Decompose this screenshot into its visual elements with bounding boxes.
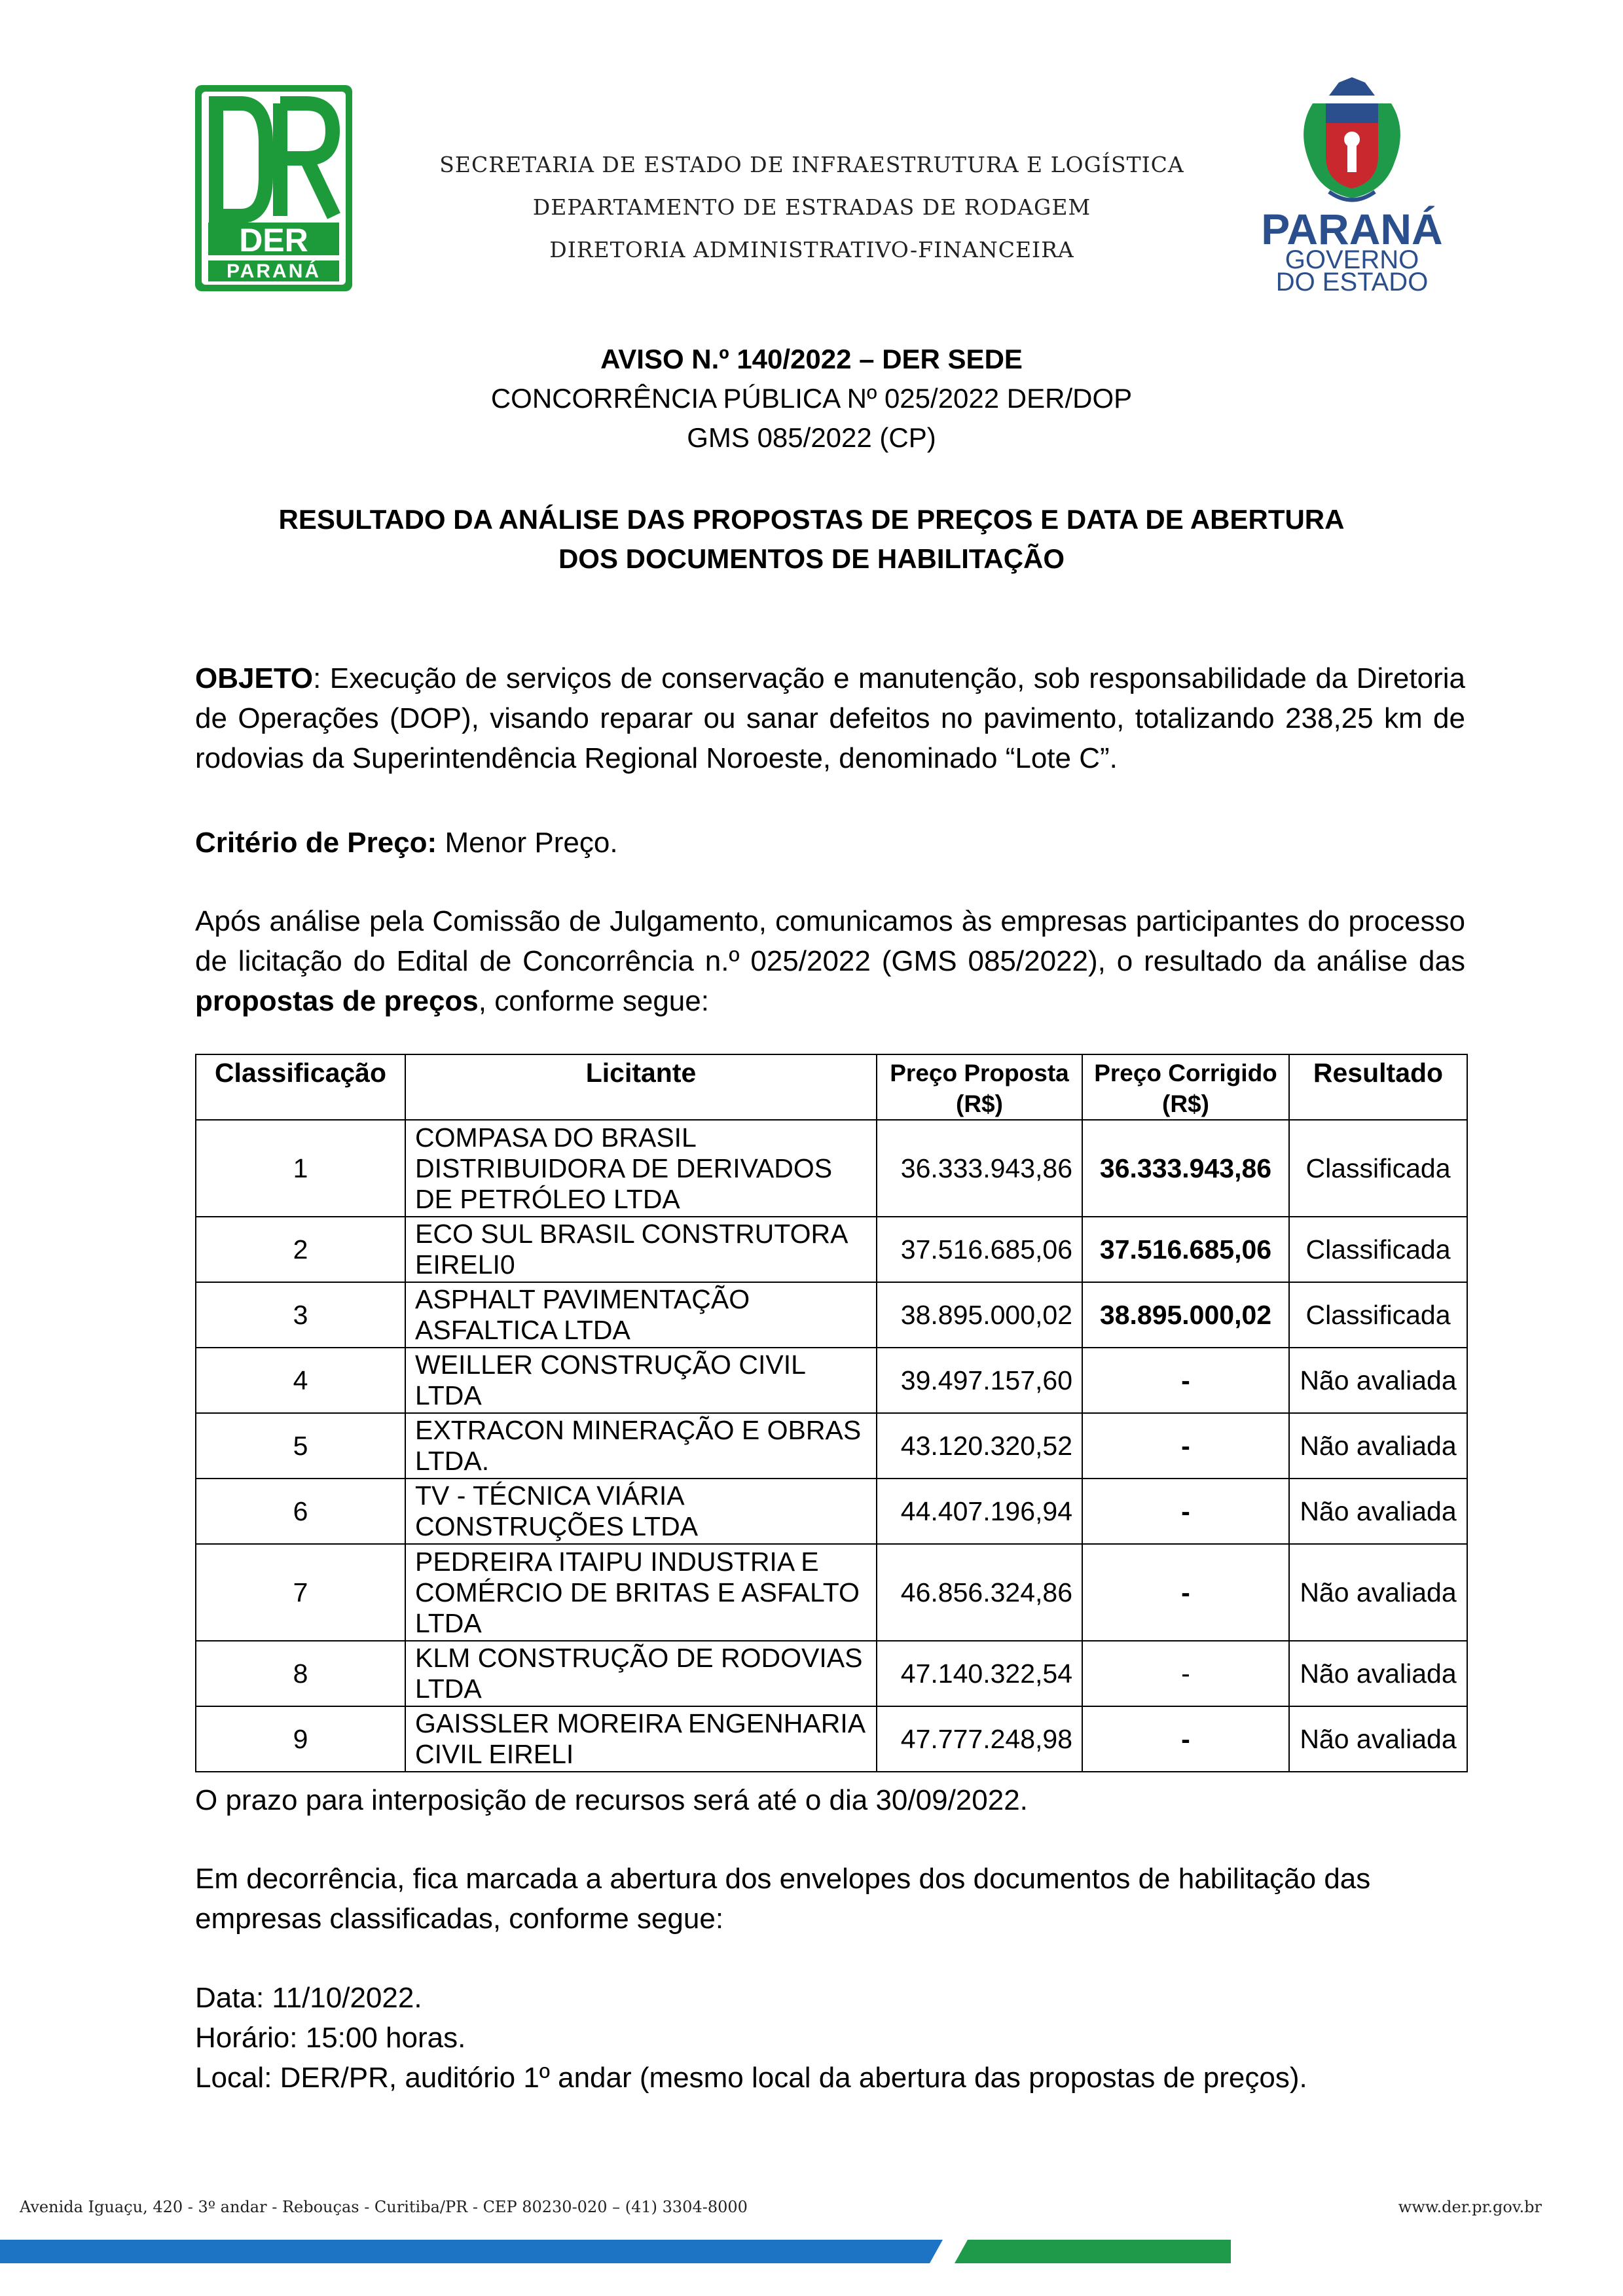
- cell-classificacao: 9: [196, 1706, 405, 1772]
- decorrencia-paragraph: Em decorrência, fica marcada a abertura dos envelopes dos documentos de habilitação das empresas classificadas, conforme segue:: [195, 1863, 1371, 1935]
- objeto-label: OBJETO: [195, 662, 314, 694]
- criterio-label: Critério de Preço:: [195, 827, 437, 859]
- cell-resultado: Não avaliada: [1289, 1348, 1467, 1413]
- cell-resultado: Classificada: [1289, 1120, 1467, 1217]
- der-logo-top-text: DER: [239, 222, 308, 259]
- cell-preco-proposta: 43.120.320,52: [877, 1413, 1082, 1479]
- cell-licitante: PEDREIRA ITAIPU INDUSTRIA E COMÉRCIO DE BRITAS E ASFALTO LTDA: [405, 1544, 877, 1641]
- cell-classificacao: 8: [196, 1641, 405, 1706]
- abertura-local: Local: DER/PR, auditório 1º andar (mesmo local da abertura das propostas de preços).: [195, 2062, 1307, 2094]
- header-preco-corrigido: Preço Corrigido (R$): [1082, 1054, 1289, 1120]
- parana-governo-logo: [1250, 77, 1453, 293]
- cell-licitante: EXTRACON MINERAÇÃO E OBRAS LTDA.: [405, 1413, 877, 1479]
- cell-preco-corrigido: -: [1082, 1706, 1289, 1772]
- cell-preco-corrigido: -: [1082, 1348, 1289, 1413]
- criterio-value: Menor Preço.: [437, 827, 618, 859]
- table-row: [196, 1348, 1467, 1413]
- cell-preco-proposta: 44.407.196,94: [877, 1479, 1082, 1544]
- cell-preco-proposta: 38.895.000,02: [877, 1282, 1082, 1348]
- cell-resultado: Não avaliada: [1289, 1544, 1467, 1641]
- table-row: [196, 1217, 1467, 1282]
- cell-licitante: COMPASA DO BRASIL DISTRIBUIDORA DE DERIVADOS DE PETRÓLEO LTDA: [405, 1120, 877, 1217]
- objeto-text: : Execução de serviços de conservação e manutenção, sob responsabilidade da Diretoria de Operações (DOP), visando reparar ou sanar defeitos no pavimento, totalizando 238,25 km de rodovias da Superintendência Regional Noroeste, denominado “Lote C”.: [195, 662, 1465, 774]
- parana-logo-name: PARANÁ: [1261, 205, 1443, 253]
- cell-classificacao: 4: [196, 1348, 405, 1413]
- table-row: [196, 1544, 1467, 1641]
- cell-preco-corrigido: 36.333.943,86: [1082, 1120, 1289, 1217]
- header-resultado: Resultado: [1289, 1054, 1467, 1120]
- table-header-row: [196, 1054, 1467, 1120]
- cell-classificacao: 7: [196, 1544, 405, 1641]
- cell-resultado: Classificada: [1289, 1282, 1467, 1348]
- cell-resultado: Não avaliada: [1289, 1413, 1467, 1479]
- table-row: [196, 1120, 1467, 1217]
- cell-classificacao: 5: [196, 1413, 405, 1479]
- footer-color-stripe: [0, 2240, 1623, 2266]
- intro-end: , conforme segue:: [478, 985, 709, 1017]
- cell-preco-corrigido: 38.895.000,02: [1082, 1282, 1289, 1348]
- cell-classificacao: 6: [196, 1479, 405, 1544]
- cell-classificacao: 3: [196, 1282, 405, 1348]
- abertura-data: Data: 11/10/2022.: [195, 1982, 422, 2014]
- objeto-paragraph: [195, 658, 1465, 778]
- cell-preco-proposta: 37.516.685,06: [877, 1217, 1082, 1282]
- abertura-horario: Horário: 15:00 horas.: [195, 2022, 466, 2054]
- concorrencia-title: CONCORRÊNCIA PÚBLICA Nº 025/2022 DER/DOP: [490, 383, 1133, 414]
- cell-resultado: Classificada: [1289, 1217, 1467, 1282]
- table-row: [196, 1282, 1467, 1348]
- table-row: [196, 1706, 1467, 1772]
- parana-logo-governo: GOVERNO: [1285, 245, 1419, 274]
- prazo-paragraph: O prazo para interposição de recursos será até o dia 30/09/2022.: [195, 1784, 1028, 1816]
- resultado-title-line2: DOS DOCUMENTOS DE HABILITAÇÃO: [558, 543, 1065, 574]
- cell-classificacao: 2: [196, 1217, 405, 1282]
- table-row: [196, 1413, 1467, 1479]
- header-classificacao: Classificação: [196, 1054, 405, 1120]
- cell-resultado: Não avaliada: [1289, 1641, 1467, 1706]
- footer-website[interactable]: www.der.pr.gov.br: [1398, 2198, 1542, 2216]
- der-parana-logo: [195, 85, 352, 291]
- header-line-diretoria: DIRETORIA ADMINISTRATIVO-FINANCEIRA: [549, 237, 1074, 262]
- cell-resultado: Não avaliada: [1289, 1479, 1467, 1544]
- header-licitante: Licitante: [405, 1054, 877, 1120]
- coat-of-arms-icon: [1304, 77, 1400, 200]
- cell-preco-corrigido: 37.516.685,06: [1082, 1217, 1289, 1282]
- cell-preco-corrigido: -: [1082, 1413, 1289, 1479]
- table-row: [196, 1479, 1467, 1544]
- aviso-title: AVISO N.º 140/2022 – DER SEDE: [600, 344, 1023, 374]
- cell-licitante: ASPHALT PAVIMENTAÇÃO ASFALTICA LTDA: [405, 1282, 877, 1348]
- table-row: [196, 1641, 1467, 1706]
- cell-preco-proposta: 36.333.943,86: [877, 1120, 1082, 1217]
- cell-preco-proposta: 47.777.248,98: [877, 1706, 1082, 1772]
- cell-preco-corrigido: -: [1082, 1479, 1289, 1544]
- cell-classificacao: 1: [196, 1120, 405, 1217]
- cell-licitante: TV - TÉCNICA VIÁRIA CONSTRUÇÕES LTDA: [405, 1479, 877, 1544]
- gms-title: GMS 085/2022 (CP): [687, 422, 936, 453]
- criterio-paragraph: [195, 823, 1465, 863]
- intro-bold: propostas de preços: [195, 985, 479, 1017]
- resultado-title-line1: RESULTADO DA ANÁLISE DAS PROPOSTAS DE PREÇOS E DATA DE ABERTURA: [278, 504, 1345, 535]
- cell-resultado: Não avaliada: [1289, 1706, 1467, 1772]
- parana-logo-estado: DO ESTADO: [1275, 268, 1429, 293]
- cell-preco-proposta: 39.497.157,60: [877, 1348, 1082, 1413]
- cell-preco-proposta: 46.856.324,86: [877, 1544, 1082, 1641]
- header-preco-proposta: Preço Proposta (R$): [877, 1054, 1082, 1120]
- der-logo-bottom-text: PARANÁ: [226, 260, 321, 282]
- intro-text: Após análise pela Comissão de Julgamento, comunicamos às empresas participantes do processo de licitação do Edital de Concorrência n.º 025/2022 (GMS 085/2022), o resultado da análise das: [195, 905, 1465, 977]
- cell-preco-proposta: 47.140.322,54: [877, 1641, 1082, 1706]
- cell-licitante: WEILLER CONSTRUÇÃO CIVIL LTDA: [405, 1348, 877, 1413]
- header-line-secretaria: SECRETARIA DE ESTADO DE INFRAESTRUTURA E LOGÍSTICA: [439, 152, 1184, 177]
- footer-address: Avenida Iguaçu, 420 - 3º andar - Rebouças - Curitiba/PR - CEP 80230-020 – (41) 3304-8000: [20, 2198, 748, 2216]
- cell-preco-corrigido: -: [1082, 1544, 1289, 1641]
- cell-licitante: ECO SUL BRASIL CONSTRUTORA EIRELI0: [405, 1217, 877, 1282]
- header-line-departamento: DEPARTAMENTO DE ESTRADAS DE RODAGEM: [532, 194, 1091, 220]
- cell-licitante: KLM CONSTRUÇÃO DE RODOVIAS LTDA: [405, 1641, 877, 1706]
- cell-licitante: GAISSLER MOREIRA ENGENHARIA CIVIL EIRELI: [405, 1706, 877, 1772]
- intro-paragraph: [195, 901, 1465, 1021]
- result-table: [195, 1054, 1468, 1772]
- cell-preco-corrigido: -: [1082, 1641, 1289, 1706]
